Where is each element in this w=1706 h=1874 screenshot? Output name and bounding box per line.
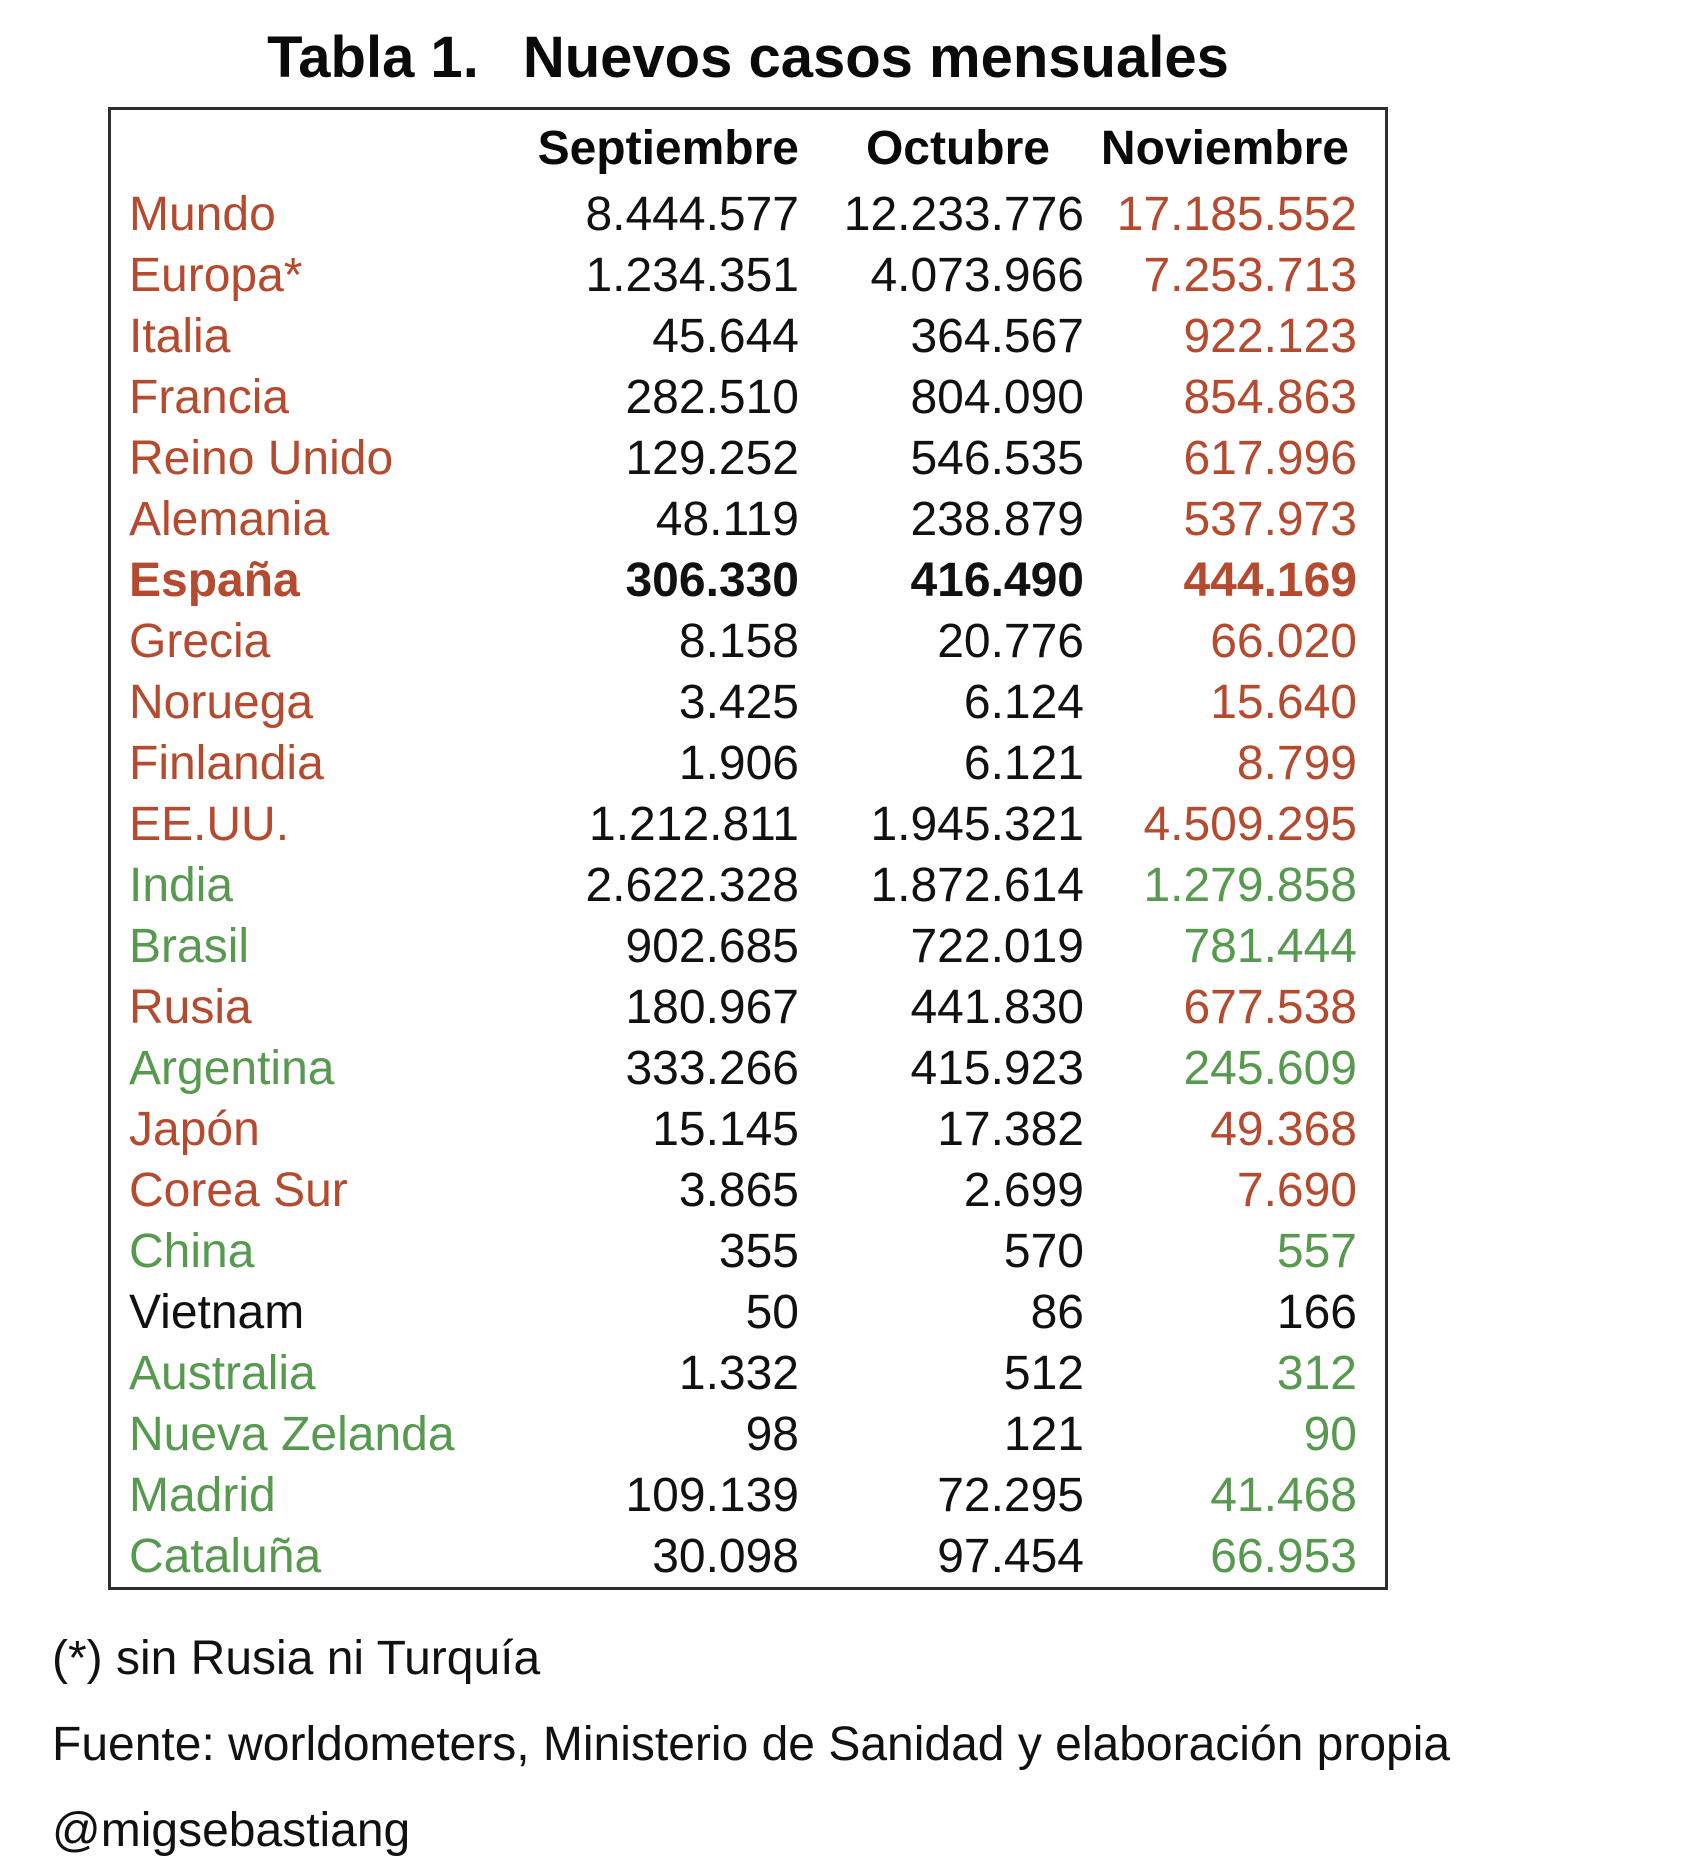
table-row bbox=[111, 977, 1385, 1038]
table-title bbox=[108, 26, 1388, 90]
monthly-cases-table bbox=[108, 107, 1388, 1590]
value-noviembre: 245.609 bbox=[1183, 1042, 1357, 1095]
table-row bbox=[111, 550, 1385, 611]
value-septiembre: 180.967 bbox=[625, 981, 799, 1034]
footnote-asterisk: (*) sin Rusia ni Turquía bbox=[52, 1632, 541, 1685]
row-label: Reino Unido bbox=[129, 432, 394, 485]
value-octubre: 1.945.321 bbox=[870, 798, 1084, 851]
value-noviembre: 617.996 bbox=[1183, 432, 1357, 485]
value-noviembre: 4.509.295 bbox=[1143, 798, 1357, 851]
value-noviembre: 557 bbox=[1276, 1225, 1357, 1278]
row-label: Madrid bbox=[129, 1469, 276, 1522]
table-header-row bbox=[111, 110, 1385, 184]
value-septiembre: 50 bbox=[745, 1286, 799, 1339]
value-noviembre: 922.123 bbox=[1183, 310, 1357, 363]
table-row bbox=[111, 1160, 1385, 1221]
title-text: Nuevos casos mensuales bbox=[522, 25, 1229, 90]
row-label: Europa* bbox=[129, 249, 303, 302]
footnote-source: Fuente: worldometers, Ministerio de Sanidad y elaboración propia bbox=[52, 1718, 1451, 1771]
value-septiembre: 355 bbox=[718, 1225, 799, 1278]
value-noviembre: 41.468 bbox=[1210, 1469, 1357, 1522]
value-septiembre: 2.622.328 bbox=[585, 859, 799, 912]
table-row bbox=[111, 916, 1385, 977]
table-row bbox=[111, 611, 1385, 672]
value-noviembre: 90 bbox=[1303, 1408, 1357, 1461]
value-noviembre: 1.279.858 bbox=[1143, 859, 1357, 912]
table-row bbox=[111, 1282, 1385, 1343]
table-row bbox=[111, 1465, 1385, 1526]
row-label: India bbox=[129, 859, 234, 912]
value-octubre: 97.454 bbox=[937, 1530, 1084, 1583]
row-label: Nueva Zelanda bbox=[129, 1408, 455, 1461]
row-label: Cataluña bbox=[129, 1530, 322, 1583]
value-noviembre: 7.253.713 bbox=[1143, 249, 1357, 302]
value-noviembre: 166 bbox=[1276, 1286, 1357, 1339]
value-octubre: 121 bbox=[1003, 1408, 1084, 1461]
value-octubre: 72.295 bbox=[937, 1469, 1084, 1522]
row-label: Rusia bbox=[129, 981, 252, 1034]
value-octubre: 512 bbox=[1003, 1347, 1084, 1400]
table-row bbox=[111, 733, 1385, 794]
value-noviembre: 15.640 bbox=[1210, 676, 1357, 729]
value-noviembre: 7.690 bbox=[1236, 1164, 1357, 1217]
value-noviembre: 677.538 bbox=[1183, 981, 1357, 1034]
value-octubre: 364.567 bbox=[910, 310, 1084, 363]
row-label: Francia bbox=[129, 371, 290, 424]
value-octubre: 86 bbox=[1030, 1286, 1084, 1339]
table-row bbox=[111, 794, 1385, 855]
value-noviembre: 312 bbox=[1276, 1347, 1357, 1400]
value-septiembre: 109.139 bbox=[625, 1469, 799, 1522]
row-label: Alemania bbox=[129, 493, 330, 546]
value-octubre: 4.073.966 bbox=[870, 249, 1084, 302]
value-octubre: 2.699 bbox=[963, 1164, 1084, 1217]
value-octubre: 416.490 bbox=[910, 554, 1084, 607]
table-row bbox=[111, 855, 1385, 916]
value-septiembre: 3.425 bbox=[678, 676, 799, 729]
value-octubre: 415.923 bbox=[910, 1042, 1084, 1095]
table-row bbox=[111, 1038, 1385, 1099]
value-septiembre: 1.234.351 bbox=[585, 249, 799, 302]
value-septiembre: 15.145 bbox=[652, 1103, 799, 1156]
row-label: Argentina bbox=[129, 1042, 335, 1095]
value-octubre: 6.124 bbox=[963, 676, 1084, 729]
value-septiembre: 45.644 bbox=[652, 310, 799, 363]
value-septiembre: 902.685 bbox=[625, 920, 799, 973]
value-octubre: 12.233.776 bbox=[843, 188, 1084, 241]
column-header-octubre: Octubre bbox=[865, 122, 1050, 175]
value-septiembre: 1.906 bbox=[678, 737, 799, 790]
value-septiembre: 98 bbox=[745, 1408, 799, 1461]
value-octubre: 441.830 bbox=[910, 981, 1084, 1034]
value-septiembre: 1.332 bbox=[678, 1347, 799, 1400]
row-label: Japón bbox=[129, 1103, 260, 1156]
value-septiembre: 3.865 bbox=[678, 1164, 799, 1217]
footnote-handle: @migsebastiang bbox=[52, 1804, 411, 1857]
value-septiembre: 1.212.811 bbox=[589, 798, 799, 851]
value-noviembre: 17.185.552 bbox=[1116, 188, 1357, 241]
value-septiembre: 8.158 bbox=[678, 615, 799, 668]
value-septiembre: 282.510 bbox=[625, 371, 799, 424]
table-row bbox=[111, 1099, 1385, 1160]
value-noviembre: 49.368 bbox=[1210, 1103, 1357, 1156]
value-noviembre: 444.169 bbox=[1183, 554, 1357, 607]
row-label: Noruega bbox=[129, 676, 314, 729]
table-row bbox=[111, 306, 1385, 367]
value-noviembre: 8.799 bbox=[1236, 737, 1357, 790]
value-octubre: 238.879 bbox=[910, 493, 1084, 546]
value-septiembre: 129.252 bbox=[625, 432, 799, 485]
row-label: Italia bbox=[129, 310, 231, 363]
value-noviembre: 66.953 bbox=[1210, 1530, 1357, 1583]
value-octubre: 1.872.614 bbox=[870, 859, 1084, 912]
value-noviembre: 537.973 bbox=[1183, 493, 1357, 546]
footnotes bbox=[52, 1616, 1706, 1874]
value-octubre: 546.535 bbox=[910, 432, 1084, 485]
table-row bbox=[111, 367, 1385, 428]
row-label: Grecia bbox=[129, 615, 271, 668]
row-label: Brasil bbox=[129, 920, 250, 973]
table-row bbox=[111, 1526, 1385, 1587]
value-septiembre: 333.266 bbox=[625, 1042, 799, 1095]
table-row bbox=[111, 1404, 1385, 1465]
table-body bbox=[111, 184, 1385, 1587]
row-label: Finlandia bbox=[129, 737, 324, 790]
value-noviembre: 66.020 bbox=[1210, 615, 1357, 668]
table-row bbox=[111, 428, 1385, 489]
row-label: España bbox=[129, 554, 300, 607]
row-label: China bbox=[129, 1225, 255, 1278]
row-label: EE.UU. bbox=[129, 798, 290, 851]
value-octubre: 722.019 bbox=[910, 920, 1084, 973]
value-octubre: 6.121 bbox=[963, 737, 1084, 790]
table-row bbox=[111, 1221, 1385, 1282]
row-label: Vietnam bbox=[129, 1286, 305, 1339]
value-septiembre: 48.119 bbox=[655, 493, 799, 546]
table-row bbox=[111, 1343, 1385, 1404]
value-septiembre: 306.330 bbox=[625, 554, 799, 607]
table-row bbox=[111, 245, 1385, 306]
value-noviembre: 854.863 bbox=[1183, 371, 1357, 424]
column-header-noviembre: Noviembre bbox=[1100, 122, 1349, 175]
table-row bbox=[111, 672, 1385, 733]
value-septiembre: 30.098 bbox=[652, 1530, 799, 1583]
value-octubre: 17.382 bbox=[937, 1103, 1084, 1156]
value-octubre: 20.776 bbox=[937, 615, 1084, 668]
value-octubre: 570 bbox=[1003, 1225, 1084, 1278]
value-octubre: 804.090 bbox=[910, 371, 1084, 424]
row-label: Australia bbox=[129, 1347, 316, 1400]
value-septiembre: 8.444.577 bbox=[585, 188, 799, 241]
value-noviembre: 781.444 bbox=[1183, 920, 1357, 973]
row-label: Mundo bbox=[129, 188, 276, 241]
row-label: Corea Sur bbox=[129, 1164, 348, 1217]
table-row bbox=[111, 184, 1385, 245]
table-row bbox=[111, 489, 1385, 550]
title-prefix: Tabla 1. bbox=[267, 25, 479, 90]
column-header-septiembre: Septiembre bbox=[537, 122, 799, 175]
